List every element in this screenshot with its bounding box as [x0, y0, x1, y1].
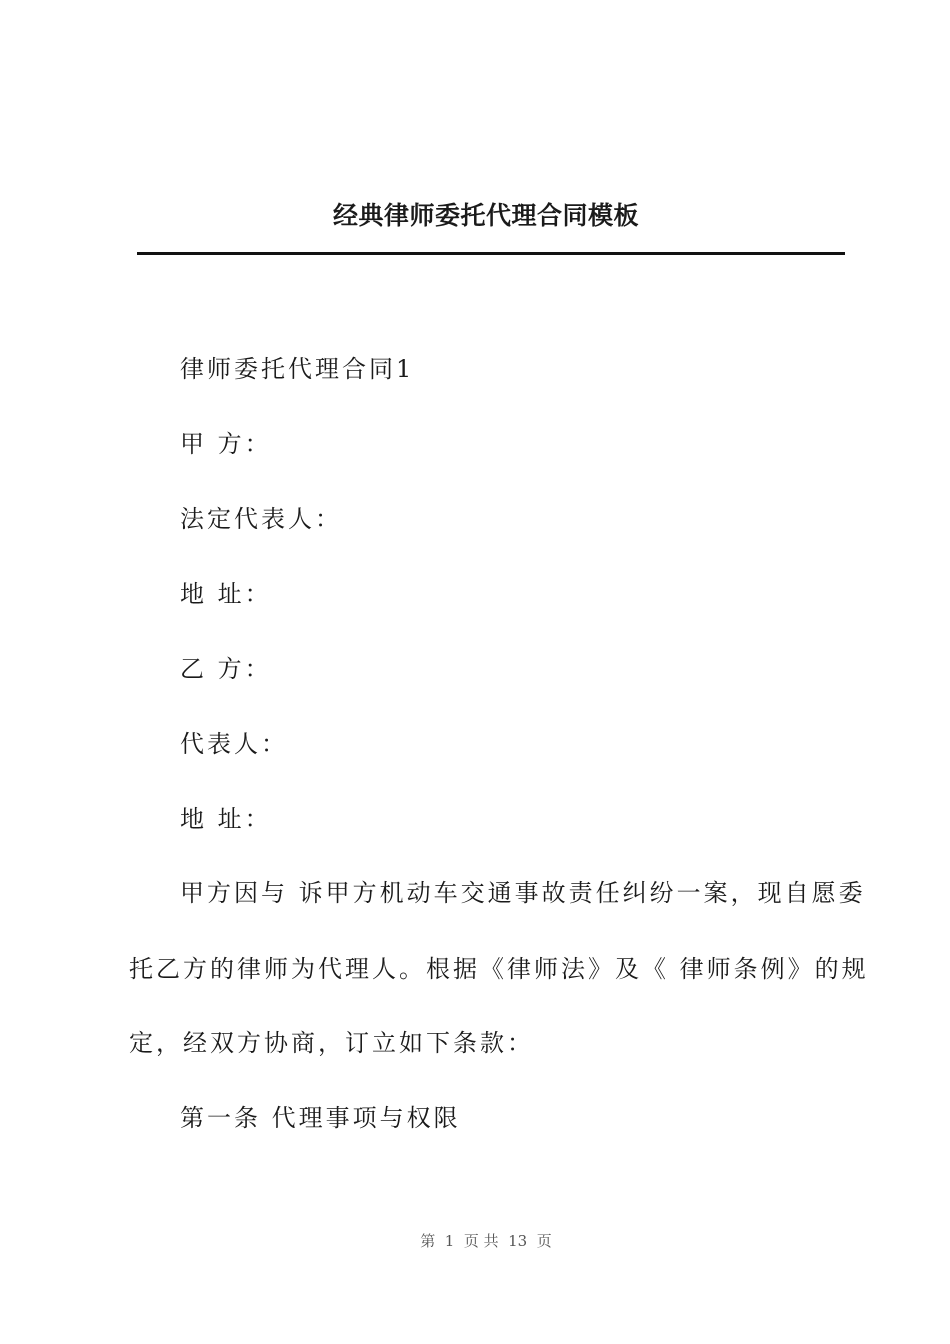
document-title: 经典律师委托代理合同模板 — [332, 201, 639, 230]
party-b-label: 乙 方： — [180, 655, 272, 683]
title-divider — [137, 252, 845, 255]
party-b-address-label: 地 址： — [180, 805, 272, 833]
party-a-address-label: 地 址： — [180, 580, 272, 608]
paragraph-line: 托乙方的律师为代理人。根据《律师法》及《 律师条例》的规 — [129, 955, 869, 983]
article-heading: 第一条 代理事项与权限 — [180, 1104, 461, 1132]
page-footer: 第 1 页 共 13 页 — [420, 1232, 552, 1250]
legal-representative-label: 法定代表人： — [180, 505, 342, 533]
representative-label: 代表人： — [180, 730, 288, 758]
party-a-label: 甲 方： — [180, 430, 272, 458]
paragraph-line: 甲方因与 诉甲方机动车交通事故责任纠纷一案，现自愿委 — [180, 879, 866, 907]
paragraph-line: 定，经双方协商，订立如下条款： — [129, 1029, 534, 1057]
contract-heading: 律师委托代理合同1 — [180, 355, 415, 383]
